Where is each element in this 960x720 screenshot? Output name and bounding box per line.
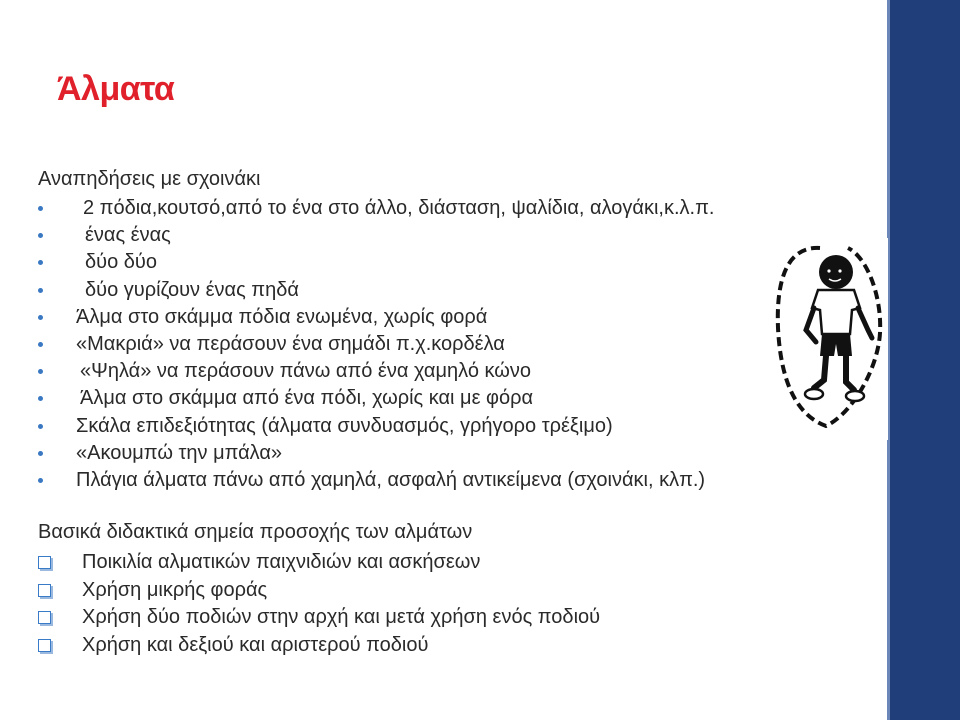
list-item-text: Άλμα στο σκάμμα πόδια ενωμένα, χωρίς φορά [76, 305, 488, 328]
list-item-text: «Ακουμπώ την μπάλα» [76, 441, 283, 464]
bullet-icon [38, 260, 43, 265]
checklist-item-text: Χρήση δύο ποδιών στην αρχή και μετά χρήση ενός ποδιού [82, 606, 601, 628]
checklist-item-text: Ποικιλία αλματικών παιχνιδιών και ασκήσεων [82, 551, 481, 573]
checkbox-bullet-icon [38, 556, 51, 569]
teaching-points-heading: Βασικά διδακτικά σημεία προσοχής των αλμάτων [38, 521, 473, 543]
intro-heading: Αναπηδήσεις με σχοινάκι [38, 168, 261, 190]
bullet-icon [38, 315, 43, 320]
checklist-item-text: Χρήση μικρής φοράς [82, 578, 268, 601]
list-item-text: δύο γυρίζουν ένας πηδά [85, 278, 299, 301]
checkbox-bullet-icon [38, 639, 51, 652]
slide-title: Άλματα [57, 70, 175, 108]
bullet-icon [38, 206, 43, 211]
bullet-icon [38, 451, 43, 456]
bullet-icon [38, 478, 43, 483]
checklist-item-text: Χρήση και δεξιού και αριστερού ποδιού [82, 633, 429, 656]
list-item-text: 2 πόδια,κουτσό,από το ένα στο άλλο, διάσταση, ψαλίδια, αλογάκι,κ.λ.π. [83, 197, 715, 219]
child-jumping-rope-icon [728, 238, 888, 440]
bullet-icon [38, 233, 43, 238]
checkbox-bullet-icon [38, 611, 51, 624]
bullet-icon [38, 288, 43, 293]
list-item-text: Άλμα στο σκάμμα από ένα πόδι, χωρίς και με φόρα [80, 387, 534, 410]
list-item-text: Σκάλα επιδεξιότητας (άλματα συνδυασμός, γρήγορο τρέξιμο) [76, 414, 613, 437]
checkbox-bullet-icon [38, 584, 51, 597]
jump-rope-illustration [728, 238, 888, 440]
bullet-icon [38, 369, 43, 374]
bullet-icon [38, 396, 43, 401]
bullet-icon [38, 424, 43, 429]
right-decorative-bar [890, 0, 960, 720]
list-item-text: «Μακριά» να περάσουν ένα σημάδι π.χ.κορδέλα [76, 332, 505, 355]
bullet-icon [38, 342, 43, 347]
list-item-text: δύο δύο [85, 251, 157, 274]
list-item-text: Πλάγια άλματα πάνω από χαμηλά, ασφαλή αντικείμενα (σχοινάκι, κλπ.) [76, 468, 706, 491]
list-item-text: ένας ένας [85, 224, 171, 247]
list-item-text: «Ψηλά» να περάσουν πάνω από ένα χαμηλό κώνο [80, 360, 531, 383]
